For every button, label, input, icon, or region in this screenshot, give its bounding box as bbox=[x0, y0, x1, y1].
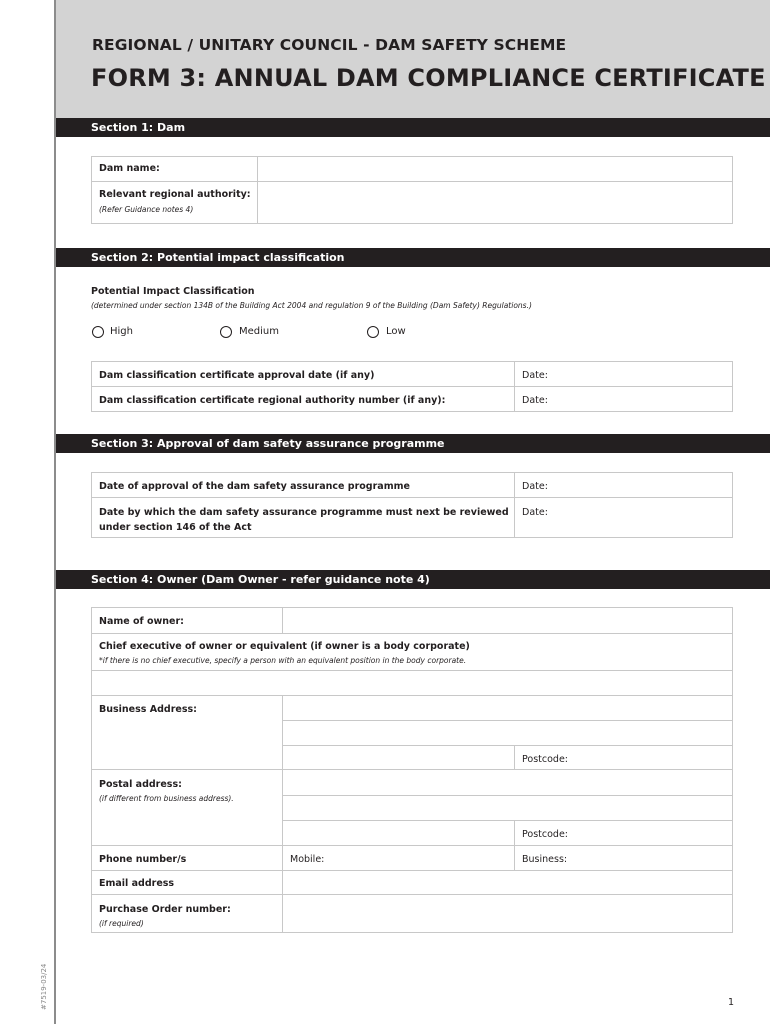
mobile-field[interactable]: Mobile: bbox=[290, 854, 325, 865]
dsap-review-field[interactable]: Date: bbox=[522, 507, 548, 518]
table-divider bbox=[514, 820, 515, 870]
business-address-line1[interactable] bbox=[283, 696, 732, 719]
owner-name-label: Name of owner: bbox=[99, 616, 184, 627]
pic-label: Potential Impact Classification bbox=[91, 286, 255, 297]
scheme-title: REGIONAL / UNITARY COUNCIL - DAM SAFETY SCHEME bbox=[92, 36, 567, 54]
owner-name-field[interactable] bbox=[283, 608, 732, 632]
dsap-review-label-line2: under section 146 of the Act bbox=[99, 522, 252, 533]
classification-date-field[interactable]: Date: bbox=[522, 370, 548, 381]
business-postcode-field[interactable]: Postcode: bbox=[522, 754, 568, 765]
dsap-approval-label: Date of approval of the dam safety assurance programme bbox=[99, 481, 410, 492]
postal-address-note: (if different from business address). bbox=[99, 794, 234, 803]
ceo-note: *if there is no chief executive, specify a person with an equivalent position in the body corporate. bbox=[99, 656, 467, 665]
business-address-line2[interactable] bbox=[283, 721, 732, 744]
form-code: #7519-03/24 bbox=[40, 963, 48, 1010]
classification-number-label: Dam classification certificate regional authority number (if any): bbox=[99, 395, 446, 406]
postal-address-line2[interactable] bbox=[283, 796, 732, 819]
section-1-header bbox=[56, 118, 770, 137]
po-field[interactable] bbox=[283, 895, 732, 932]
email-field[interactable] bbox=[283, 871, 732, 893]
dsap-approval-field[interactable]: Date: bbox=[522, 481, 548, 492]
table-divider bbox=[282, 745, 733, 746]
phone-label: Phone number/s bbox=[99, 854, 187, 865]
postal-address-label: Postal address: bbox=[99, 779, 182, 790]
pic-note: (determined under section 134B of the Building Act 2004 and regulation 9 of the Building (Dam Safety) Regulations.) bbox=[91, 301, 532, 310]
business-address-label: Business Address: bbox=[99, 704, 197, 715]
postal-address-line1[interactable] bbox=[283, 770, 732, 794]
postal-postcode-field[interactable]: Postcode: bbox=[522, 829, 568, 840]
dsap-review-label-line1: Date by which the dam safety assurance programme must next be reviewed bbox=[99, 507, 509, 518]
authority-label: Relevant regional authority: bbox=[99, 189, 251, 200]
radio-low-label: Low bbox=[386, 326, 406, 337]
section-4-header bbox=[56, 570, 770, 589]
classification-date-label: Dam classification certificate approval date (if any) bbox=[99, 370, 375, 381]
radio-low[interactable] bbox=[367, 326, 379, 338]
email-label: Email address bbox=[99, 878, 175, 889]
radio-high-label: High bbox=[110, 326, 133, 337]
table-divider bbox=[91, 633, 733, 634]
section-3-title: Section 3: Approval of dam safety assurance programme bbox=[91, 437, 445, 450]
table-divider bbox=[91, 386, 733, 387]
section-2-title: Section 2: Potential impact classification bbox=[91, 251, 345, 264]
table-divider bbox=[91, 845, 733, 846]
table-divider bbox=[514, 361, 515, 412]
authority-note: (Refer Guidance notes 4) bbox=[99, 205, 194, 214]
table-divider bbox=[282, 820, 733, 821]
po-label: Purchase Order number: bbox=[99, 904, 231, 915]
section-2-header bbox=[56, 248, 770, 267]
section-4-title: Section 4: Owner (Dam Owner - refer guidance note 4) bbox=[91, 573, 430, 586]
radio-high[interactable] bbox=[92, 326, 104, 338]
dam-name-field[interactable] bbox=[258, 157, 732, 180]
page-number: 1 bbox=[728, 997, 735, 1008]
form-title: FORM 3: ANNUAL DAM COMPLIANCE CERTIFICATE bbox=[91, 64, 766, 92]
po-note: (if required) bbox=[99, 919, 144, 928]
business-phone-field[interactable]: Business: bbox=[522, 854, 568, 865]
radio-medium-label: Medium bbox=[239, 326, 279, 337]
ceo-field[interactable] bbox=[92, 671, 732, 694]
classification-number-field[interactable]: Date: bbox=[522, 395, 548, 406]
dam-name-label: Dam name: bbox=[99, 163, 160, 174]
radio-medium[interactable] bbox=[220, 326, 232, 338]
section-1-title: Section 1: Dam bbox=[91, 121, 186, 134]
section-3-header bbox=[56, 434, 770, 453]
table-divider bbox=[91, 497, 733, 498]
form-header bbox=[56, 0, 770, 118]
ceo-label: Chief executive of owner or equivalent (if owner is a body corporate) bbox=[99, 641, 470, 652]
table-divider bbox=[514, 472, 515, 538]
table-divider bbox=[514, 745, 515, 769]
left-margin-rule bbox=[54, 0, 56, 1024]
authority-field[interactable] bbox=[258, 182, 732, 223]
